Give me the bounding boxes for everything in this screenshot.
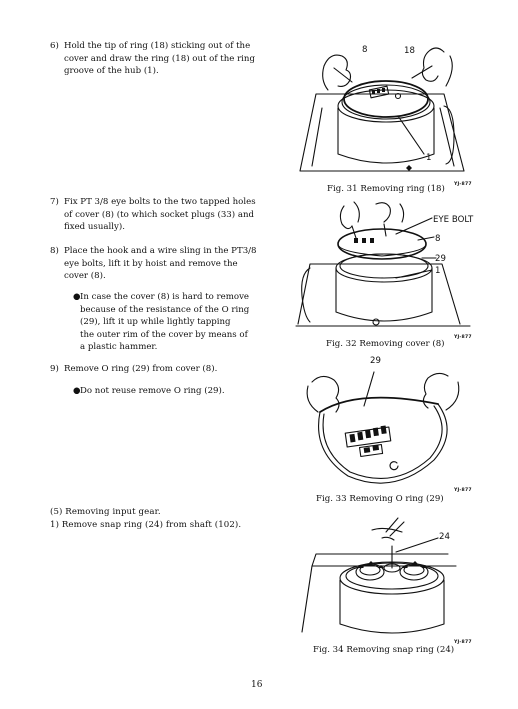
note-line: because of the resistance of the O ring	[80, 304, 250, 315]
figure-31-code: YJ-877	[454, 182, 472, 187]
section-step: 1) Remove snap ring (24) from shaft (102).	[50, 520, 242, 530]
step-line: eye bolts, lift it by hoist and remove the	[64, 258, 238, 269]
step-line: cover (8).	[64, 271, 106, 282]
figure-32-label-8: 8	[435, 234, 441, 244]
figure-32-illustration	[292, 198, 476, 336]
figure-32-label-29: 29	[435, 254, 446, 264]
figure-34-caption: Fig. 34 Removing snap ring (24)	[313, 645, 455, 655]
step-line: Hold the tip of ring (18) sticking out of the	[64, 41, 251, 51]
figure-31-label-8: 8	[362, 45, 368, 55]
figure-33-caption: Fig. 33 Removing O ring (29)	[316, 494, 444, 504]
note-text	[80, 385, 225, 398]
figure-33-illustration	[298, 352, 468, 492]
step-text	[64, 245, 257, 283]
step-line: Place the hook and a wire sling in the PT3/8	[64, 246, 257, 256]
figure-32-label-eye-bolt: EYE BOLT	[433, 215, 474, 225]
section-heading: (5) Removing input gear.	[50, 507, 161, 517]
step-text	[64, 363, 217, 376]
step-text	[64, 196, 256, 234]
figure-34-label-24: 24	[439, 532, 450, 542]
bullet-dot: ●	[73, 292, 81, 302]
note-line: Do not reuse remove O ring (29).	[80, 386, 225, 396]
step-line: cover and draw the ring (18) out of the ring	[64, 53, 255, 64]
figure-34-code: YJ-877	[454, 640, 472, 645]
figure-31-caption: Fig. 31 Removing ring (18)	[327, 184, 445, 194]
figure-32-label-1: 1	[435, 266, 441, 276]
step-number: 8)	[50, 246, 59, 256]
step-line: Remove O ring (29) from cover (8).	[64, 364, 218, 374]
step-line: of cover (8) (to which socket plugs (33) and	[64, 209, 255, 220]
figure-33-label-29: 29	[370, 356, 381, 366]
step-number: 6)	[50, 41, 59, 51]
step-text	[64, 40, 255, 78]
figure-31-label-18: 18	[404, 46, 415, 56]
note-line: (29), lift it up while lightly tapping	[80, 317, 231, 328]
step-number: 7)	[50, 197, 59, 207]
figure-31-illustration	[294, 36, 470, 181]
figure-34-illustration	[298, 508, 470, 640]
bullet-dot: ●	[73, 386, 81, 396]
step-line: fixed usually).	[64, 222, 125, 233]
step-number: 9)	[50, 364, 59, 374]
note-line: In case the cover (8) is hard to remove	[80, 292, 250, 302]
step-line: groove of the hub (1).	[64, 66, 159, 77]
note-line: a plastic hammer.	[80, 342, 158, 353]
figure-31-label-1: 1	[426, 153, 432, 163]
step-line: Fix PT 3/8 eye bolts to the two tapped holes	[64, 197, 256, 207]
note-text	[80, 291, 249, 354]
figure-32-caption: Fig. 32 Removing cover (8)	[326, 339, 445, 349]
figure-33-code: YJ-877	[454, 488, 472, 493]
page-number: 16	[251, 680, 263, 690]
figure-32-code: YJ-877	[454, 335, 472, 340]
note-line: the outer rim of the cover by means of	[80, 329, 248, 340]
